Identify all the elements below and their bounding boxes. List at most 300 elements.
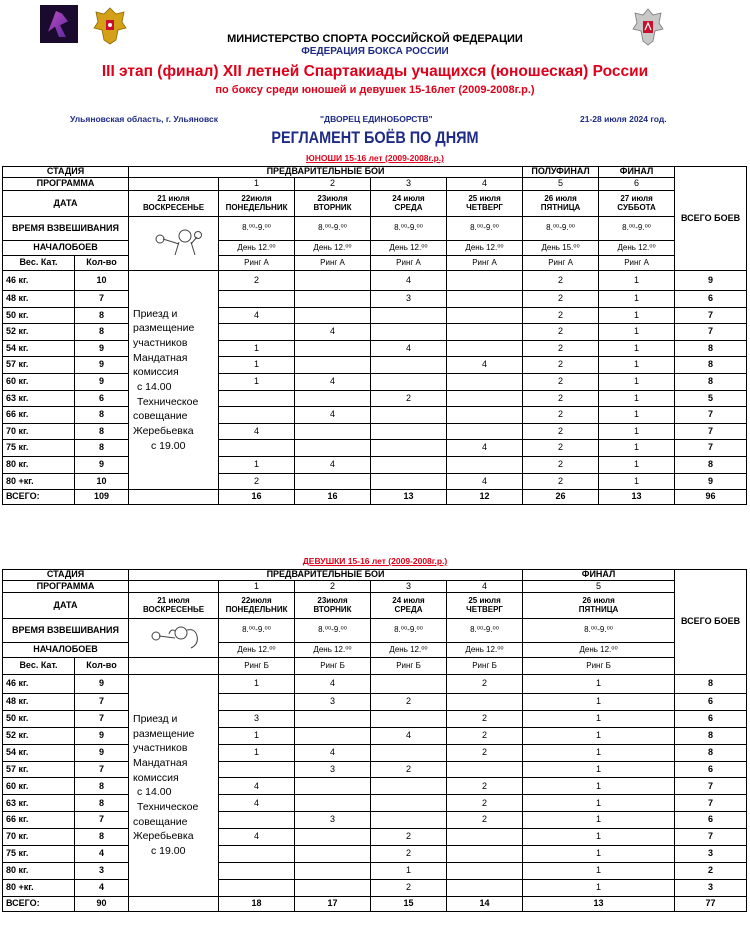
- bout-count: [447, 307, 523, 324]
- weight-category: 50 кг.: [3, 710, 75, 727]
- weight-category: 57 кг.: [3, 357, 75, 374]
- event-title: III этап (финал) XII летней Спартакиады учащихся (юношеская) России: [101, 63, 649, 80]
- bout-count: [371, 307, 447, 324]
- total-bouts-header: ВСЕГО БОЕВ: [675, 570, 747, 675]
- grand-total: 96: [675, 490, 747, 505]
- bout-count: [295, 862, 371, 879]
- table-row: [3, 440, 747, 457]
- table-row: [3, 291, 747, 308]
- day-date: 26 июля ПЯТНИЦА: [523, 593, 675, 619]
- bout-start: День 12.⁰⁰: [295, 643, 371, 658]
- bout-count: 2: [447, 710, 523, 727]
- bout-count: 2: [523, 390, 599, 407]
- table-row: [3, 829, 747, 846]
- row-total: 7: [675, 440, 747, 457]
- day-date: 23июля ВТОРНИК: [295, 593, 371, 619]
- day0-date: 21 июля ВОСКРЕСЕНЬЕ: [129, 191, 219, 217]
- table-row: [3, 473, 747, 490]
- weight-category: 70 кг.: [3, 423, 75, 440]
- event-subtitle: по боксу среди юношей и девушек 15-16лет (2009-2008г.р.): [215, 84, 535, 96]
- weight-category: 46 кг.: [3, 271, 75, 291]
- row-total: 9: [675, 271, 747, 291]
- stage-label: СТАДИЯ: [3, 167, 129, 178]
- table-row: [3, 879, 747, 896]
- bout-count: 2: [523, 307, 599, 324]
- bout-count: [447, 456, 523, 473]
- weight-category: 75 кг.: [3, 846, 75, 863]
- bout-count: 3: [295, 761, 371, 778]
- bout-count: 1: [523, 862, 675, 879]
- bout-count: [447, 862, 523, 879]
- day-num: 4: [447, 581, 523, 593]
- bout-count: [295, 357, 371, 374]
- bout-count: [371, 440, 447, 457]
- note-line: Техническое: [137, 801, 199, 814]
- bout-count: 2: [371, 390, 447, 407]
- bout-count: 1: [523, 694, 675, 711]
- weight-category: 54 кг.: [3, 744, 75, 761]
- count-label: Кол-во: [75, 256, 129, 271]
- bout-count: [371, 407, 447, 424]
- program-label: ПРОГРАММА: [3, 178, 129, 191]
- date-label: ДАТА: [3, 191, 129, 217]
- participant-count: 8: [75, 440, 129, 457]
- day-total: 17: [295, 896, 371, 911]
- bout-count: [295, 473, 371, 490]
- bout-count: 4: [219, 795, 295, 812]
- bout-count: [371, 473, 447, 490]
- participant-count: 9: [75, 744, 129, 761]
- bout-count: [295, 829, 371, 846]
- bout-count: 2: [371, 846, 447, 863]
- day-num: 3: [371, 581, 447, 593]
- bout-count: 4: [371, 271, 447, 291]
- participant-count: 7: [75, 694, 129, 711]
- row-total: 8: [675, 340, 747, 357]
- participant-count: 9: [75, 675, 129, 694]
- girls-section-title: ДЕВУШКИ 15-16 лет (2009-2008г.р.): [302, 556, 448, 566]
- total-bouts-header: ВСЕГО БОЕВ: [675, 167, 747, 271]
- participant-count: 7: [75, 761, 129, 778]
- participant-count: 8: [75, 423, 129, 440]
- note-line: Мандатная: [133, 351, 188, 364]
- bout-count: 2: [447, 744, 523, 761]
- weigh-time: 8.⁰⁰-9.⁰⁰: [523, 619, 675, 643]
- bout-count: 1: [219, 340, 295, 357]
- weigh-time: 8.⁰⁰-9.⁰⁰: [371, 217, 447, 241]
- bout-count: 1: [523, 744, 675, 761]
- bout-start: День 12.⁰⁰: [371, 241, 447, 256]
- bout-count: 2: [219, 271, 295, 291]
- bout-count: 2: [523, 291, 599, 308]
- weigh-time: 8.⁰⁰-9.⁰⁰: [295, 619, 371, 643]
- bout-count: [295, 440, 371, 457]
- stage-label: СТАДИЯ: [3, 570, 129, 581]
- note-line: совещание: [133, 410, 188, 423]
- bout-count: 1: [523, 846, 675, 863]
- table-row: [3, 744, 747, 761]
- day-total: 13: [371, 490, 447, 505]
- participant-count: 7: [75, 812, 129, 829]
- bout-count: 1: [599, 456, 675, 473]
- total-label: ВСЕГО:: [3, 896, 75, 911]
- row-total: 6: [675, 291, 747, 308]
- participant-count: 9: [75, 727, 129, 744]
- bout-count: 2: [523, 456, 599, 473]
- participant-count: 8: [75, 324, 129, 341]
- bout-count: 2: [447, 675, 523, 694]
- ministry-name: МИНИСТЕРСТВО СПОРТА РОССИЙСКОЙ ФЕДЕРАЦИИ: [227, 33, 523, 45]
- table-row: [3, 357, 747, 374]
- participant-count: 9: [75, 340, 129, 357]
- participant-count: 8: [75, 829, 129, 846]
- bout-count: 1: [599, 390, 675, 407]
- row-total: 7: [675, 423, 747, 440]
- day-date: 24 июля СРЕДА: [371, 593, 447, 619]
- bout-count: 2: [371, 694, 447, 711]
- bout-count: 4: [295, 456, 371, 473]
- bout-count: [295, 423, 371, 440]
- bout-count: [219, 879, 295, 896]
- day-num: 1: [219, 581, 295, 593]
- participant-count: 8: [75, 778, 129, 795]
- bout-count: [219, 812, 295, 829]
- note-line: с 19.00: [151, 845, 186, 858]
- weight-category: 70 кг.: [3, 829, 75, 846]
- semifinal-stage: ПОЛУФИНАЛ: [523, 167, 599, 178]
- weight-category: 57 кг.: [3, 761, 75, 778]
- row-total: 6: [675, 694, 747, 711]
- day-total: 13: [599, 490, 675, 505]
- weigh-time-label: ВРЕМЯ ВЗВЕШИВАНИЯ: [3, 619, 129, 643]
- weight-category: 52 кг.: [3, 727, 75, 744]
- bout-count: 4: [219, 423, 295, 440]
- bout-start: День 12.⁰⁰: [219, 241, 295, 256]
- bout-count: 2: [371, 829, 447, 846]
- federation-name: ФЕДЕРАЦИЯ БОКСА РОССИИ: [301, 46, 449, 57]
- row-total: 7: [675, 324, 747, 341]
- bout-start: День 12.⁰⁰: [447, 241, 523, 256]
- bout-count: 2: [523, 271, 599, 291]
- boxer-icon: [145, 227, 203, 257]
- row-total: 7: [675, 795, 747, 812]
- bout-count: 4: [295, 744, 371, 761]
- weight-category: 63 кг.: [3, 795, 75, 812]
- weight-category: 46 кг.: [3, 675, 75, 694]
- bout-count: [295, 340, 371, 357]
- note-line: Мандатная: [133, 756, 188, 769]
- bout-count: 4: [447, 440, 523, 457]
- row-total: 8: [675, 456, 747, 473]
- bout-count: 4: [447, 357, 523, 374]
- weight-cat-label: Вес. Кат.: [3, 256, 75, 271]
- bout-count: [219, 761, 295, 778]
- table-row: [3, 675, 747, 694]
- table-row: [3, 390, 747, 407]
- bout-count: [447, 694, 523, 711]
- weigh-time: 8.⁰⁰-9.⁰⁰: [447, 217, 523, 241]
- row-total: 7: [675, 829, 747, 846]
- weigh-time: 8.⁰⁰-9.⁰⁰: [599, 217, 675, 241]
- bout-count: 1: [599, 473, 675, 490]
- weight-category: 63 кг.: [3, 390, 75, 407]
- bout-count: 2: [523, 407, 599, 424]
- day-date: 27 июля СУББОТА: [599, 191, 675, 217]
- ring: Ринг Б: [447, 658, 523, 675]
- ring: Ринг Б: [295, 658, 371, 675]
- total-label: ВСЕГО:: [3, 490, 75, 505]
- bout-count: 1: [219, 456, 295, 473]
- participant-count: 10: [75, 473, 129, 490]
- participant-count: 3: [75, 862, 129, 879]
- note-line: с 14.00: [137, 381, 172, 394]
- table-row: [3, 727, 747, 744]
- bout-count: 2: [523, 357, 599, 374]
- participant-count: 4: [75, 879, 129, 896]
- table-row: [3, 761, 747, 778]
- day-num: 6: [599, 178, 675, 191]
- bout-count: 2: [447, 727, 523, 744]
- table-row: [3, 373, 747, 390]
- table-row: [3, 846, 747, 863]
- ring: Ринг Б: [371, 658, 447, 675]
- participant-count: 10: [75, 271, 129, 291]
- bout-count: [295, 795, 371, 812]
- bout-count: [371, 423, 447, 440]
- ring: Ринг Б: [523, 658, 675, 675]
- bout-count: 2: [447, 795, 523, 812]
- note-line: комиссия: [133, 771, 179, 784]
- bout-count: [447, 373, 523, 390]
- bout-count: 4: [447, 473, 523, 490]
- total-count: 90: [75, 896, 129, 911]
- event-dates: 21-28 июля 2024 год.: [580, 114, 667, 124]
- bout-count: 1: [523, 795, 675, 812]
- bout-count: [371, 710, 447, 727]
- bout-count: 1: [523, 727, 675, 744]
- bout-count: 1: [523, 710, 675, 727]
- participant-count: 4: [75, 846, 129, 863]
- bout-count: 2: [523, 373, 599, 390]
- bout-count: [219, 324, 295, 341]
- table-row: [3, 778, 747, 795]
- bout-count: [295, 390, 371, 407]
- weight-category: 52 кг.: [3, 324, 75, 341]
- row-total: 7: [675, 778, 747, 795]
- bout-count: 4: [295, 675, 371, 694]
- bout-count: 2: [523, 440, 599, 457]
- bout-count: 2: [523, 473, 599, 490]
- row-total: 6: [675, 761, 747, 778]
- bout-count: [219, 440, 295, 457]
- program-label: ПРОГРАММА: [3, 581, 129, 593]
- bout-count: [447, 829, 523, 846]
- total-count: 109: [75, 490, 129, 505]
- day-date: 23июля ВТОРНИК: [295, 191, 371, 217]
- bout-start: День 15.⁰⁰: [523, 241, 599, 256]
- bout-start: День 12.⁰⁰: [371, 643, 447, 658]
- bout-count: 1: [523, 778, 675, 795]
- day-total: 16: [295, 490, 371, 505]
- bout-count: 2: [523, 324, 599, 341]
- prelim-stage: ПРЕДВАРИТЕЛЬНЫЕ БОИ: [129, 167, 523, 178]
- bout-count: [295, 727, 371, 744]
- weight-category: 66 кг.: [3, 407, 75, 424]
- day-total: 16: [219, 490, 295, 505]
- total-empty: [129, 896, 219, 911]
- bout-count: [219, 846, 295, 863]
- boxer-illustration: [129, 217, 219, 271]
- bout-count: 2: [523, 423, 599, 440]
- note-line: Приезд и: [133, 307, 178, 320]
- ring: Ринг Б: [219, 658, 295, 675]
- day-date: 26 июля ПЯТНИЦА: [523, 191, 599, 217]
- total-row: [3, 896, 747, 911]
- row-total: 2: [675, 862, 747, 879]
- row-total: 7: [675, 307, 747, 324]
- day0-date: 21 июля ВОСКРЕСЕНЬЕ: [129, 593, 219, 619]
- weight-cat-label: Вес. Кат.: [3, 658, 75, 675]
- bout-count: [447, 340, 523, 357]
- note-line: Приезд и: [133, 712, 178, 725]
- bout-count: [219, 694, 295, 711]
- row-total: 3: [675, 879, 747, 896]
- row-total: 3: [675, 846, 747, 863]
- bout-count: 4: [371, 340, 447, 357]
- table-row: [3, 862, 747, 879]
- bout-count: [219, 407, 295, 424]
- bout-count: 2: [447, 812, 523, 829]
- participant-count: 8: [75, 307, 129, 324]
- participant-count: 7: [75, 710, 129, 727]
- female-boxer-icon: [145, 622, 203, 652]
- bout-count: 1: [219, 675, 295, 694]
- grand-total: 77: [675, 896, 747, 911]
- bout-count: 1: [219, 357, 295, 374]
- bout-count: 4: [295, 324, 371, 341]
- bout-count: 1: [599, 307, 675, 324]
- row-total: 9: [675, 473, 747, 490]
- bout-count: [447, 761, 523, 778]
- bout-count: [371, 675, 447, 694]
- participant-count: 8: [75, 795, 129, 812]
- note-line: Жеребьевка: [133, 830, 194, 843]
- bout-count: 1: [371, 862, 447, 879]
- bout-count: 4: [295, 407, 371, 424]
- arrival-note: [129, 271, 219, 490]
- note-line: с 14.00: [137, 786, 172, 799]
- day-total: 15: [371, 896, 447, 911]
- bout-count: [447, 846, 523, 863]
- final-stage: ФИНАЛ: [523, 570, 675, 581]
- weight-category: 80 +кг.: [3, 879, 75, 896]
- bout-count: 2: [371, 761, 447, 778]
- bout-count: 4: [371, 727, 447, 744]
- note-line: размещение: [133, 727, 195, 740]
- arrival-note: [129, 675, 219, 897]
- note-line: участников: [133, 337, 188, 349]
- participant-count: 9: [75, 373, 129, 390]
- day-date: 25 июля ЧЕТВЕРГ: [447, 593, 523, 619]
- boxer-illustration: [129, 619, 219, 658]
- bout-count: [295, 778, 371, 795]
- bout-count: [371, 812, 447, 829]
- bout-start-label: НАЧАЛОБОЕВ: [3, 241, 129, 256]
- bout-count: [447, 407, 523, 424]
- total-row: [3, 490, 747, 505]
- table-row: [3, 795, 747, 812]
- bout-count: 1: [599, 373, 675, 390]
- weight-category: 80 кг.: [3, 862, 75, 879]
- participant-count: 7: [75, 291, 129, 308]
- row-total: 6: [675, 710, 747, 727]
- bout-count: [447, 271, 523, 291]
- bout-count: 3: [295, 812, 371, 829]
- girls-schedule-table: [2, 569, 747, 912]
- weigh-time: 8.⁰⁰-9.⁰⁰: [219, 217, 295, 241]
- bout-count: [447, 879, 523, 896]
- bout-count: [295, 291, 371, 308]
- bout-count: 1: [599, 407, 675, 424]
- ring: Ринг А: [447, 256, 523, 271]
- prelim-stage: ПРЕДВАРИТЕЛЬНЫЕ БОИ: [129, 570, 523, 581]
- day-num: 5: [523, 581, 675, 593]
- document-title: РЕГЛАМЕНТ БОЁВ ПО ДНЯМ: [271, 128, 479, 147]
- bout-start-label: НАЧАЛОБОЕВ: [3, 643, 129, 658]
- bout-count: [371, 456, 447, 473]
- bout-start: День 12.⁰⁰: [523, 643, 675, 658]
- bout-count: 1: [523, 879, 675, 896]
- bout-count: [219, 291, 295, 308]
- bout-count: [371, 373, 447, 390]
- row-total: 6: [675, 812, 747, 829]
- row-total: 8: [675, 373, 747, 390]
- bout-count: 1: [599, 271, 675, 291]
- weight-category: 75 кг.: [3, 440, 75, 457]
- row-total: 8: [675, 357, 747, 374]
- boys-schedule-table: [2, 166, 747, 505]
- bout-count: [371, 795, 447, 812]
- final-stage: ФИНАЛ: [599, 167, 675, 178]
- location: Ульяновская область, г. Ульяновск: [70, 114, 218, 124]
- note-line: размещение: [133, 322, 195, 335]
- bout-count: [295, 271, 371, 291]
- date-label: ДАТА: [3, 593, 129, 619]
- weight-category: 54 кг.: [3, 340, 75, 357]
- bout-count: 2: [523, 340, 599, 357]
- ring: Ринг А: [599, 256, 675, 271]
- bout-count: [295, 846, 371, 863]
- participant-count: 9: [75, 357, 129, 374]
- bout-count: 2: [447, 778, 523, 795]
- day-date: 24 июля СРЕДА: [371, 191, 447, 217]
- ring: Ринг А: [295, 256, 371, 271]
- weigh-time: 8.⁰⁰-9.⁰⁰: [219, 619, 295, 643]
- ring: Ринг А: [371, 256, 447, 271]
- day-num: 2: [295, 178, 371, 191]
- table-row: [3, 456, 747, 473]
- participant-count: 9: [75, 456, 129, 473]
- table-row: [3, 271, 747, 291]
- ring: Ринг А: [523, 256, 599, 271]
- ring: Ринг А: [219, 256, 295, 271]
- note-line: комиссия: [133, 366, 179, 379]
- bout-start: День 12.⁰⁰: [447, 643, 523, 658]
- day-date: 22июля ПОНЕДЕЛЬНИК: [219, 191, 295, 217]
- bout-count: [295, 307, 371, 324]
- day-num: 4: [447, 178, 523, 191]
- table-row: [3, 324, 747, 341]
